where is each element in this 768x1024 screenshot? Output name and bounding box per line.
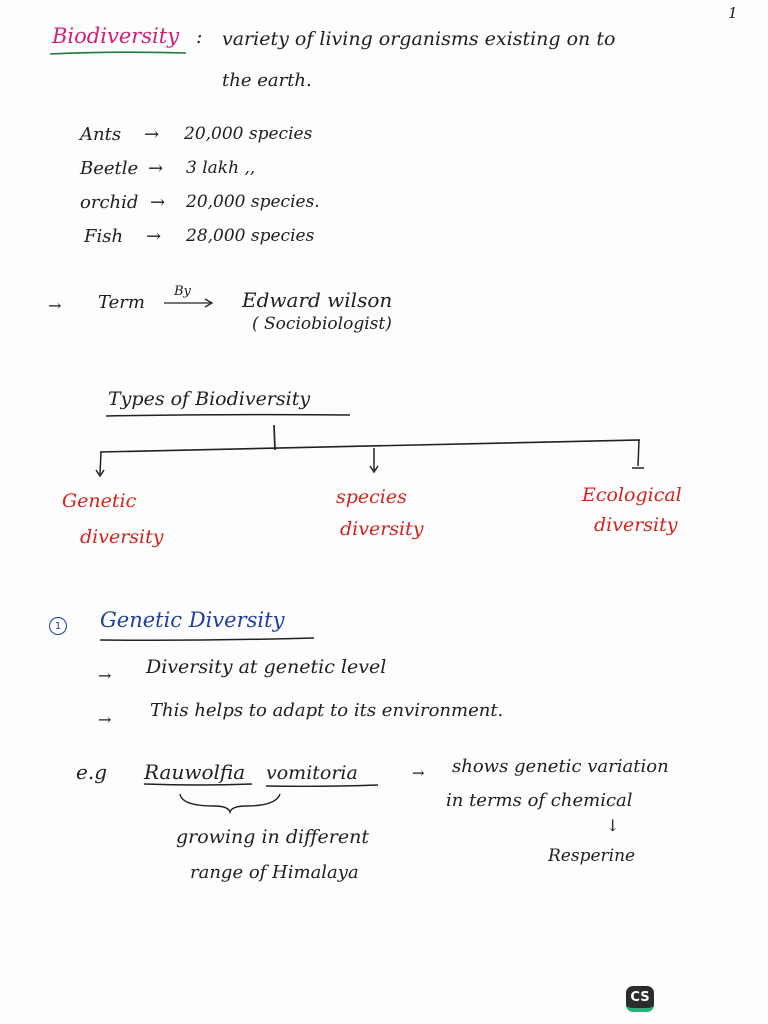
underline-species: [266, 785, 378, 786]
type-genetic-line2: diversity: [80, 526, 164, 548]
species-name: Beetle: [80, 158, 139, 179]
type-species-line2: diversity: [340, 518, 424, 540]
section-number: 1: [54, 620, 62, 632]
species-name: Ants: [80, 124, 122, 145]
species-count: 28,000 species: [186, 226, 315, 246]
species-arrow: →: [146, 226, 162, 247]
example-under-line1: growing in different: [176, 826, 369, 848]
species-arrow: →: [150, 192, 166, 213]
example-under-line2: range of Himalaya: [190, 862, 359, 883]
brace-under-example: [180, 794, 280, 812]
point-text: This helps to adapt to its environment.: [150, 700, 504, 721]
example-note-line1: shows genetic variation: [452, 756, 669, 777]
underline-types-heading: [106, 415, 350, 416]
term-label: Term: [98, 292, 145, 313]
tree-stem: [274, 425, 275, 450]
tree-drop-right: [632, 440, 644, 468]
underline-genus: [144, 784, 252, 785]
underline-genetic-heading: [100, 638, 314, 640]
species-arrow: →: [148, 158, 164, 179]
species-arrow: →: [144, 124, 160, 145]
species-count: 3 lakh ,,: [186, 158, 256, 178]
page-number: 1: [728, 4, 738, 22]
example-note-line2: in terms of chemical: [446, 790, 633, 811]
definition-text-line2: the earth.: [222, 70, 312, 91]
down-arrow: ↓: [606, 816, 620, 835]
definition-text-line1: variety of living organisms existing on to: [222, 28, 616, 50]
example-species: vomitoria: [266, 762, 358, 784]
underline-biodiversity: [50, 52, 186, 54]
type-ecological-line1: Ecological: [582, 484, 682, 506]
types-heading: Types of Biodiversity: [108, 388, 311, 410]
camscanner-logo: [626, 986, 654, 1012]
type-ecological-line2: diversity: [594, 514, 678, 536]
tree-branch: [100, 440, 640, 452]
species-count: 20,000 species.: [186, 192, 320, 212]
tree-drop-middle: [370, 448, 378, 472]
point-arrow: →: [98, 666, 112, 685]
type-species-line1: species: [336, 486, 407, 508]
person-role: ( Sociobiologist): [252, 314, 392, 334]
example-genus: Rauwolfia: [144, 760, 246, 784]
genetic-heading: Genetic Diversity: [100, 608, 285, 632]
person-name: Edward wilson: [242, 288, 393, 312]
eg-label: e.g: [76, 760, 107, 784]
species-name: orchid: [80, 192, 139, 213]
example-arrow: →: [412, 764, 425, 782]
definition-term: Biodiversity: [52, 24, 180, 48]
by-label: By: [174, 284, 191, 299]
logo-text: CS: [630, 989, 650, 1005]
point-arrow: →: [98, 710, 112, 729]
point-text: Diversity at genetic level: [146, 656, 387, 678]
tree-drop-left: [96, 452, 104, 476]
definition-colon: :: [196, 26, 203, 48]
species-count: 20,000 species: [184, 124, 313, 144]
chemical-name: Resperine: [548, 846, 636, 866]
type-genetic-line1: Genetic: [62, 490, 137, 512]
bullet-arrow: →: [48, 296, 62, 315]
species-name: Fish: [84, 226, 124, 247]
